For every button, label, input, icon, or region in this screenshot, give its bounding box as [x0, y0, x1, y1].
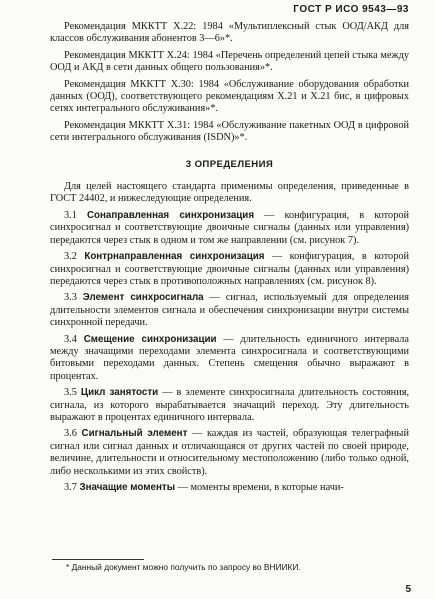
definition-number: 3.2	[64, 251, 77, 263]
definition-3-2	[50, 251, 409, 288]
definition-number: 3.4	[64, 333, 77, 345]
definition-term: Значащие моменты	[79, 482, 176, 493]
definition-number: 3.7	[64, 482, 77, 493]
page-content	[50, 21, 409, 498]
definition-number: 3.3	[64, 292, 77, 304]
definition-3-4	[50, 334, 409, 384]
definition-term: Сонаправленная синхронизация	[86, 209, 255, 221]
definition-term: Сигнальный элемент	[81, 428, 188, 440]
definition-number: 3.1	[64, 209, 77, 221]
definition-text: — длительность единичного интервала между значащими переходами элемента синхросигнала и соответствующими битовыми переходами данных. Степень смещения обычно выражают в процентах.	[50, 333, 409, 382]
definition-term: Цикл занятости	[80, 387, 159, 399]
recommendation-paragraph: Рекомендация МККТТ X.31: 1984 «Обслуживание пакетных ООД в цифровой сети интегрального обслуживания (ISDN)»*.	[50, 119, 409, 144]
document-header: ГОСТ Р ИСО 9543—93	[293, 4, 409, 15]
definition-term: Элемент синхросигнала	[82, 292, 204, 304]
definition-text: — конфигурация, в которой синхросигнал и соответствующие двоичные сигналы (данных или управления) передаются через стык в противоположных направлениях (см. рисунок 8).	[50, 251, 410, 287]
definition-text: — сигнал, используемый для определения длительности элементов сигнала и обеспечения синхронизации внутри системы синхронной передачи.	[50, 292, 409, 329]
section-intro: Для целей настоящего стандарта применимы определения, приведенные в ГОСТ 24402, и нижеследующие определения.	[50, 181, 409, 205]
definition-number: 3.6	[64, 428, 77, 440]
definition-3-7	[50, 482, 409, 494]
footnote-divider	[52, 559, 144, 560]
page-number: 5	[405, 584, 411, 595]
footnote: * Данный документ можно получить по запросу во ВНИИКИ.	[66, 562, 301, 572]
definition-3-3	[50, 292, 409, 329]
definition-text: — конфигурация, в которой синхросигнал и соответствующие двоичные сигналы (данных или управления) передаются через стык в одном и том же направлении (см. рисунок 7).	[50, 209, 409, 246]
recommendation-paragraph: Рекомендация МККТТ X.24: 1984 «Перечень определений цепей стыка между ООД и АКД в сети данных общего пользования»*.	[50, 49, 409, 74]
definition-term: Контрнаправленная синхронизация	[84, 251, 265, 263]
recommendation-paragraph: Рекомендация МККТТ X.30: 1984 «Обслуживание оборудования обработки данных (ООД), соответствующего рекомендациям X.21 и X.21 бис, в цифровых сетях интегрального обслуживания»*.	[50, 78, 409, 115]
definition-text: — в элементе синхросигнала длительность состояния, сигнала, из которого вырабатывается значащий переход. Эту длительность выражают в процентах единичного интервала.	[50, 387, 410, 423]
definition-text: — каждая из частей, образующая телеграфный сигнал или сигнал данных и отличающаяся от других частей по своей природе, величине, длительности и относительному местоположению (либо только одной, либо несколькими из этих свойств).	[50, 428, 409, 477]
recommendation-paragraph: Рекомендация МККТТ X.22: 1984 «Мультиплексный стык ООД/АКД для классов обслуживания абонентов 3—6»*.	[50, 21, 409, 45]
definition-term: Смещение синхронизации	[83, 333, 217, 345]
definition-3-1	[50, 210, 409, 247]
definition-3-6	[50, 428, 409, 478]
definition-text: — моменты времени, в которые начи-	[175, 482, 344, 493]
definition-number: 3.5	[64, 387, 77, 399]
section-title: 3 ОПРЕДЕЛЕНИЯ	[185, 158, 274, 170]
definition-3-5	[50, 387, 409, 424]
